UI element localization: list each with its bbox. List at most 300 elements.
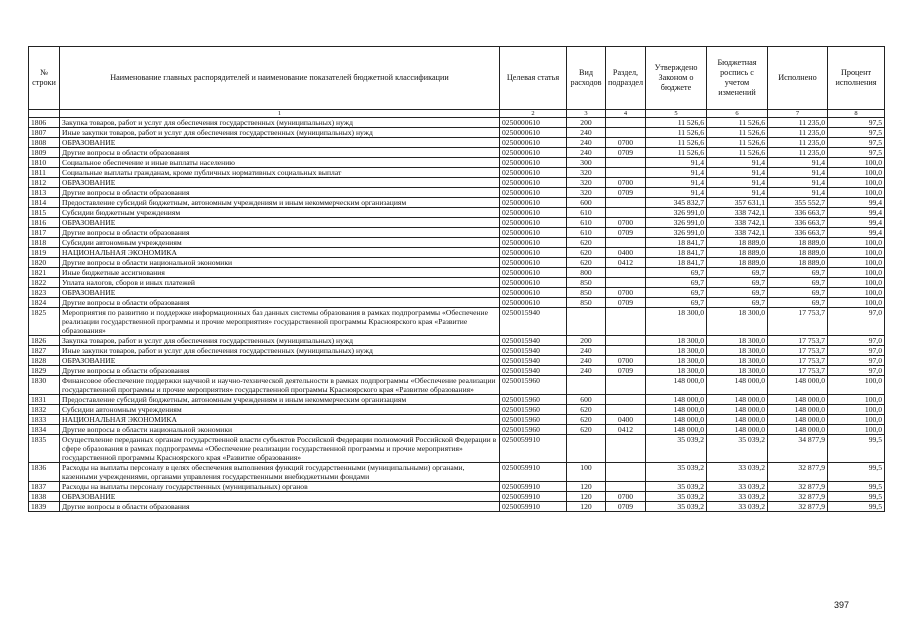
row-name: Другие вопросы в области образования <box>60 366 500 376</box>
target-article: 0250000610 <box>500 268 567 278</box>
table-row <box>29 435 885 463</box>
table-row <box>29 482 885 492</box>
execution-percent: 100,0 <box>828 425 885 435</box>
row-name: Другие вопросы в области образования <box>60 298 500 308</box>
row-name: Предоставление субсидий бюджетным, автономным учреждениям и иным некоммерческим организациям <box>60 198 500 208</box>
row-name: Субсидии бюджетным учреждениям <box>60 208 500 218</box>
executed-amount: 336 663,7 <box>768 228 828 238</box>
row-name: Мероприятия по развитию и поддержке информационных баз данных системы образования в рамках подпрограммы «Обеспечение реализации государственной программы и прочие мероприятия» государственной программы Красноярского края «Развитие образования» <box>60 308 500 336</box>
section-code: 0700 <box>606 138 646 148</box>
section-code <box>606 336 646 346</box>
expense-type: 240 <box>567 138 606 148</box>
row-name: Уплата налогов, сборов и иных платежей <box>60 278 500 288</box>
table-row <box>29 278 885 288</box>
row-name: Расходы на выплаты персоналу государственных (муниципальных) органов <box>60 482 500 492</box>
header-row-number: № строки <box>29 47 60 110</box>
table-row <box>29 208 885 218</box>
row-name: Другие вопросы в области образования <box>60 188 500 198</box>
expense-type <box>567 376 606 395</box>
executed-amount: 17 753,7 <box>768 336 828 346</box>
expense-type: 120 <box>567 482 606 492</box>
row-number: 1827 <box>29 346 60 356</box>
row-number: 1817 <box>29 228 60 238</box>
execution-percent: 97,5 <box>828 118 885 128</box>
section-code: 0700 <box>606 492 646 502</box>
target-article: 0250000610 <box>500 188 567 198</box>
execution-percent: 100,0 <box>828 376 885 395</box>
row-number: 1823 <box>29 288 60 298</box>
execution-percent: 100,0 <box>828 395 885 405</box>
row-name: Осуществление переданных органам государственной власти субъектов Российской Федерации полномочий Российской Федерации в сфере образования в рамках подпрограммы «Обеспечение реализации государственной программы и прочие мероприятия» государственной программы Красноярского края «Развитие образования» <box>60 435 500 463</box>
section-code <box>606 435 646 463</box>
budget-amount: 338 742,1 <box>707 208 768 218</box>
section-code <box>606 128 646 138</box>
section-code <box>606 278 646 288</box>
col-number: 4 <box>606 110 646 118</box>
section-code: 0700 <box>606 218 646 228</box>
target-article: 0250000610 <box>500 178 567 188</box>
expense-type: 610 <box>567 228 606 238</box>
budget-table-sheet <box>28 46 884 512</box>
budget-amount: 357 631,1 <box>707 198 768 208</box>
table-row <box>29 188 885 198</box>
expense-type: 620 <box>567 258 606 268</box>
table-row <box>29 336 885 346</box>
table-row <box>29 228 885 238</box>
execution-percent: 100,0 <box>828 405 885 415</box>
approved-amount: 11 526,6 <box>646 118 707 128</box>
row-number: 1815 <box>29 208 60 218</box>
approved-amount: 18 300,0 <box>646 346 707 356</box>
approved-amount: 148 000,0 <box>646 415 707 425</box>
executed-amount: 17 753,7 <box>768 308 828 336</box>
approved-amount: 18 300,0 <box>646 366 707 376</box>
target-article: 0250015940 <box>500 346 567 356</box>
target-article: 0250000610 <box>500 148 567 158</box>
approved-amount: 69,7 <box>646 268 707 278</box>
expense-type: 320 <box>567 188 606 198</box>
budget-amount: 69,7 <box>707 278 768 288</box>
execution-percent: 97,5 <box>828 128 885 138</box>
row-name: Иные закупки товаров, работ и услуг для обеспечения государственных (муниципальных) нужд <box>60 128 500 138</box>
row-name: ОБРАЗОВАНИЕ <box>60 356 500 366</box>
approved-amount: 148 000,0 <box>646 425 707 435</box>
budget-amount: 33 039,2 <box>707 502 768 512</box>
expense-type: 850 <box>567 298 606 308</box>
target-article: 0250059910 <box>500 502 567 512</box>
execution-percent: 99,5 <box>828 463 885 482</box>
table-row <box>29 502 885 512</box>
row-number: 1819 <box>29 248 60 258</box>
execution-percent: 97,5 <box>828 138 885 148</box>
budget-amount: 91,4 <box>707 188 768 198</box>
expense-type: 240 <box>567 346 606 356</box>
executed-amount: 18 889,0 <box>768 258 828 268</box>
approved-amount: 91,4 <box>646 168 707 178</box>
expense-type: 120 <box>567 492 606 502</box>
budget-amount: 18 889,0 <box>707 238 768 248</box>
row-number: 1812 <box>29 178 60 188</box>
execution-percent: 100,0 <box>828 178 885 188</box>
row-number: 1828 <box>29 356 60 366</box>
section-code: 0400 <box>606 415 646 425</box>
row-number: 1811 <box>29 168 60 178</box>
row-name: Другие вопросы в области образования <box>60 502 500 512</box>
budget-amount: 338 742,1 <box>707 228 768 238</box>
col-number: 8 <box>828 110 885 118</box>
row-number: 1807 <box>29 128 60 138</box>
execution-percent: 97,0 <box>828 308 885 336</box>
row-name: ОБРАЗОВАНИЕ <box>60 492 500 502</box>
table-row <box>29 415 885 425</box>
execution-percent: 97,0 <box>828 366 885 376</box>
row-name: Иные бюджетные ассигнования <box>60 268 500 278</box>
row-number: 1834 <box>29 425 60 435</box>
table-row <box>29 248 885 258</box>
execution-percent: 100,0 <box>828 415 885 425</box>
expense-type: 100 <box>567 463 606 482</box>
approved-amount: 35 039,2 <box>646 482 707 492</box>
expense-type: 300 <box>567 158 606 168</box>
table-row <box>29 492 885 502</box>
row-name: ОБРАЗОВАНИЕ <box>60 178 500 188</box>
row-number: 1831 <box>29 395 60 405</box>
column-number-row <box>29 110 885 118</box>
row-name: Социальные выплаты гражданам, кроме публичных нормативных социальных выплат <box>60 168 500 178</box>
target-article: 0250059910 <box>500 482 567 492</box>
row-number: 1809 <box>29 148 60 158</box>
section-code <box>606 376 646 395</box>
execution-percent: 99,5 <box>828 502 885 512</box>
table-row <box>29 258 885 268</box>
budget-amount: 35 039,2 <box>707 435 768 463</box>
approved-amount: 18 841,7 <box>646 248 707 258</box>
approved-amount: 326 991,0 <box>646 208 707 218</box>
target-article: 0250000610 <box>500 238 567 248</box>
row-name: Иные закупки товаров, работ и услуг для обеспечения государственных (муниципальных) нужд <box>60 346 500 356</box>
executed-amount: 11 235,0 <box>768 128 828 138</box>
col-number: 3 <box>567 110 606 118</box>
section-code: 0400 <box>606 248 646 258</box>
target-article: 0250000610 <box>500 118 567 128</box>
expense-type: 200 <box>567 336 606 346</box>
approved-amount: 69,7 <box>646 298 707 308</box>
row-number: 1837 <box>29 482 60 492</box>
row-number: 1836 <box>29 463 60 482</box>
execution-percent: 100,0 <box>828 158 885 168</box>
budget-amount: 91,4 <box>707 178 768 188</box>
table-row <box>29 425 885 435</box>
expense-type: 320 <box>567 178 606 188</box>
execution-percent: 99,4 <box>828 208 885 218</box>
section-code <box>606 238 646 248</box>
col-number: 2 <box>500 110 567 118</box>
executed-amount: 32 877,9 <box>768 482 828 492</box>
approved-amount: 18 300,0 <box>646 356 707 366</box>
col-number: 7 <box>768 110 828 118</box>
budget-amount: 69,7 <box>707 288 768 298</box>
executed-amount: 91,4 <box>768 168 828 178</box>
col-number <box>29 110 60 118</box>
section-code <box>606 346 646 356</box>
execution-percent: 99,5 <box>828 435 885 463</box>
approved-amount: 69,7 <box>646 278 707 288</box>
expense-type: 850 <box>567 278 606 288</box>
target-article: 0250059910 <box>500 463 567 482</box>
table-row <box>29 238 885 248</box>
row-name: Субсидии автономным учреждениям <box>60 405 500 415</box>
target-article: 0250000610 <box>500 258 567 268</box>
execution-percent: 100,0 <box>828 238 885 248</box>
approved-amount: 91,4 <box>646 188 707 198</box>
section-code: 0412 <box>606 258 646 268</box>
target-article: 0250000610 <box>500 168 567 178</box>
approved-amount: 91,4 <box>646 178 707 188</box>
budget-amount: 18 300,0 <box>707 308 768 336</box>
row-name: Другие вопросы в области образования <box>60 228 500 238</box>
executed-amount: 69,7 <box>768 298 828 308</box>
approved-amount: 35 039,2 <box>646 435 707 463</box>
executed-amount: 17 753,7 <box>768 366 828 376</box>
row-name: ОБРАЗОВАНИЕ <box>60 218 500 228</box>
row-number: 1814 <box>29 198 60 208</box>
header-target-article: Целевая статья <box>500 47 567 110</box>
executed-amount: 32 877,9 <box>768 492 828 502</box>
row-number: 1832 <box>29 405 60 415</box>
execution-percent: 99,4 <box>828 218 885 228</box>
budget-amount: 69,7 <box>707 298 768 308</box>
approved-amount: 35 039,2 <box>646 502 707 512</box>
executed-amount: 11 235,0 <box>768 138 828 148</box>
expense-type: 240 <box>567 356 606 366</box>
budget-amount: 148 000,0 <box>707 425 768 435</box>
table-row <box>29 268 885 278</box>
row-name: Другие вопросы в области образования <box>60 148 500 158</box>
section-code <box>606 208 646 218</box>
row-name: ОБРАЗОВАНИЕ <box>60 288 500 298</box>
row-number: 1838 <box>29 492 60 502</box>
section-code: 0709 <box>606 188 646 198</box>
section-code <box>606 308 646 336</box>
expense-type: 800 <box>567 268 606 278</box>
approved-amount: 91,4 <box>646 158 707 168</box>
budget-amount: 91,4 <box>707 158 768 168</box>
table-row <box>29 168 885 178</box>
expense-type: 620 <box>567 405 606 415</box>
target-article: 0250015940 <box>500 308 567 336</box>
budget-execution-table <box>28 46 885 512</box>
section-code: 0709 <box>606 148 646 158</box>
executed-amount: 11 235,0 <box>768 148 828 158</box>
expense-type <box>567 435 606 463</box>
target-article: 0250000610 <box>500 208 567 218</box>
section-code: 0700 <box>606 356 646 366</box>
execution-percent: 100,0 <box>828 248 885 258</box>
budget-amount: 18 300,0 <box>707 336 768 346</box>
target-article: 0250000610 <box>500 288 567 298</box>
table-header-row <box>29 47 885 110</box>
section-code: 0709 <box>606 502 646 512</box>
row-number: 1818 <box>29 238 60 248</box>
approved-amount: 35 039,2 <box>646 463 707 482</box>
row-number: 1813 <box>29 188 60 198</box>
target-article: 0250015960 <box>500 395 567 405</box>
row-number: 1821 <box>29 268 60 278</box>
budget-amount: 338 742,1 <box>707 218 768 228</box>
budget-amount: 18 300,0 <box>707 366 768 376</box>
executed-amount: 11 235,0 <box>768 118 828 128</box>
expense-type: 610 <box>567 218 606 228</box>
execution-percent: 99,4 <box>828 228 885 238</box>
approved-amount: 35 039,2 <box>646 492 707 502</box>
target-article: 0250000610 <box>500 298 567 308</box>
execution-percent: 97,0 <box>828 336 885 346</box>
execution-percent: 100,0 <box>828 268 885 278</box>
target-article: 0250015940 <box>500 356 567 366</box>
section-code <box>606 405 646 415</box>
executed-amount: 355 552,7 <box>768 198 828 208</box>
row-name: Предоставление субсидий бюджетным, автономным учреждениям и иным некоммерческим организациям <box>60 395 500 405</box>
budget-amount: 11 526,6 <box>707 148 768 158</box>
section-code: 0709 <box>606 228 646 238</box>
target-article: 0250000610 <box>500 198 567 208</box>
expense-type: 240 <box>567 366 606 376</box>
row-number: 1835 <box>29 435 60 463</box>
page-number: 397 <box>834 600 850 610</box>
budget-amount: 69,7 <box>707 268 768 278</box>
expense-type: 850 <box>567 288 606 298</box>
target-article: 0250015960 <box>500 405 567 415</box>
target-article: 0250000610 <box>500 128 567 138</box>
table-row <box>29 376 885 395</box>
table-row <box>29 366 885 376</box>
section-code <box>606 395 646 405</box>
row-name: ОБРАЗОВАНИЕ <box>60 138 500 148</box>
section-code <box>606 482 646 492</box>
col-number: 5 <box>646 110 707 118</box>
section-code <box>606 168 646 178</box>
target-article: 0250000610 <box>500 138 567 148</box>
row-name: Субсидии автономным учреждениям <box>60 238 500 248</box>
execution-percent: 100,0 <box>828 298 885 308</box>
executed-amount: 34 877,9 <box>768 435 828 463</box>
target-article: 0250059910 <box>500 435 567 463</box>
row-name: Закупка товаров, работ и услуг для обеспечения государственных (муниципальных) нужд <box>60 336 500 346</box>
execution-percent: 97,5 <box>828 148 885 158</box>
execution-percent: 100,0 <box>828 188 885 198</box>
table-row <box>29 298 885 308</box>
table-row <box>29 405 885 415</box>
row-name: Закупка товаров, работ и услуг для обеспечения государственных (муниципальных) нужд <box>60 118 500 128</box>
row-name: Расходы на выплаты персоналу в целях обеспечения выполнения функций государственными (муниципальными) органами, казенными учреждениями, органами управления государственными внебюджетными фондами <box>60 463 500 482</box>
expense-type: 620 <box>567 425 606 435</box>
budget-amount: 148 000,0 <box>707 405 768 415</box>
execution-percent: 99,5 <box>828 482 885 492</box>
table-row <box>29 218 885 228</box>
header-section: Раздел, подраздел <box>606 47 646 110</box>
executed-amount: 91,4 <box>768 178 828 188</box>
approved-amount: 11 526,6 <box>646 148 707 158</box>
row-name: Финансовое обеспечение поддержки научной и научно-технической деятельности в рамках подпрограммы «Обеспечение реализации государственной программы и прочие мероприятия» государственной программы Красноярского края «Развитие образования» <box>60 376 500 395</box>
target-article: 0250015960 <box>500 376 567 395</box>
execution-percent: 97,0 <box>828 346 885 356</box>
budget-amount: 18 889,0 <box>707 248 768 258</box>
executed-amount: 69,7 <box>768 288 828 298</box>
section-code: 0700 <box>606 288 646 298</box>
table-row <box>29 118 885 128</box>
table-row <box>29 356 885 366</box>
approved-amount: 326 991,0 <box>646 228 707 238</box>
approved-amount: 18 841,7 <box>646 258 707 268</box>
section-code <box>606 118 646 128</box>
row-name: НАЦИОНАЛЬНАЯ ЭКОНОМИКА <box>60 415 500 425</box>
approved-amount: 18 300,0 <box>646 336 707 346</box>
target-article: 0250015940 <box>500 336 567 346</box>
expense-type: 620 <box>567 238 606 248</box>
target-article: 0250000610 <box>500 218 567 228</box>
expense-type: 320 <box>567 168 606 178</box>
executed-amount: 69,7 <box>768 268 828 278</box>
executed-amount: 17 753,7 <box>768 346 828 356</box>
budget-amount: 11 526,6 <box>707 118 768 128</box>
target-article: 0250000610 <box>500 228 567 238</box>
table-row <box>29 288 885 298</box>
header-executed: Исполнено <box>768 47 828 110</box>
row-number: 1825 <box>29 308 60 336</box>
executed-amount: 18 889,0 <box>768 238 828 248</box>
executed-amount: 336 663,7 <box>768 208 828 218</box>
budget-amount: 33 039,2 <box>707 463 768 482</box>
execution-percent: 97,0 <box>828 356 885 366</box>
col-number: 6 <box>707 110 768 118</box>
target-article: 0250000610 <box>500 158 567 168</box>
table-row <box>29 346 885 356</box>
table-row <box>29 128 885 138</box>
target-article: 0250059910 <box>500 492 567 502</box>
expense-type: 610 <box>567 208 606 218</box>
row-number: 1829 <box>29 366 60 376</box>
budget-amount: 18 889,0 <box>707 258 768 268</box>
expense-type: 200 <box>567 118 606 128</box>
expense-type: 600 <box>567 198 606 208</box>
row-number: 1822 <box>29 278 60 288</box>
table-row <box>29 178 885 188</box>
table-body <box>29 118 885 512</box>
target-article: 0250015940 <box>500 366 567 376</box>
header-name: Наименование главных распорядителей и наименование показателей бюджетной классификации <box>60 47 500 110</box>
section-code: 0700 <box>606 178 646 188</box>
approved-amount: 18 841,7 <box>646 238 707 248</box>
budget-amount: 148 000,0 <box>707 376 768 395</box>
table-row <box>29 395 885 405</box>
executed-amount: 148 000,0 <box>768 395 828 405</box>
row-number: 1839 <box>29 502 60 512</box>
target-article: 0250015960 <box>500 425 567 435</box>
approved-amount: 11 526,6 <box>646 128 707 138</box>
executed-amount: 148 000,0 <box>768 415 828 425</box>
approved-amount: 11 526,6 <box>646 138 707 148</box>
section-code <box>606 198 646 208</box>
row-number: 1808 <box>29 138 60 148</box>
row-name: НАЦИОНАЛЬНАЯ ЭКОНОМИКА <box>60 248 500 258</box>
row-number: 1810 <box>29 158 60 168</box>
approved-amount: 18 300,0 <box>646 308 707 336</box>
expense-type: 120 <box>567 502 606 512</box>
table-row <box>29 308 885 336</box>
approved-amount: 148 000,0 <box>646 405 707 415</box>
row-name: Другие вопросы в области национальной экономики <box>60 258 500 268</box>
executed-amount: 32 877,9 <box>768 463 828 482</box>
